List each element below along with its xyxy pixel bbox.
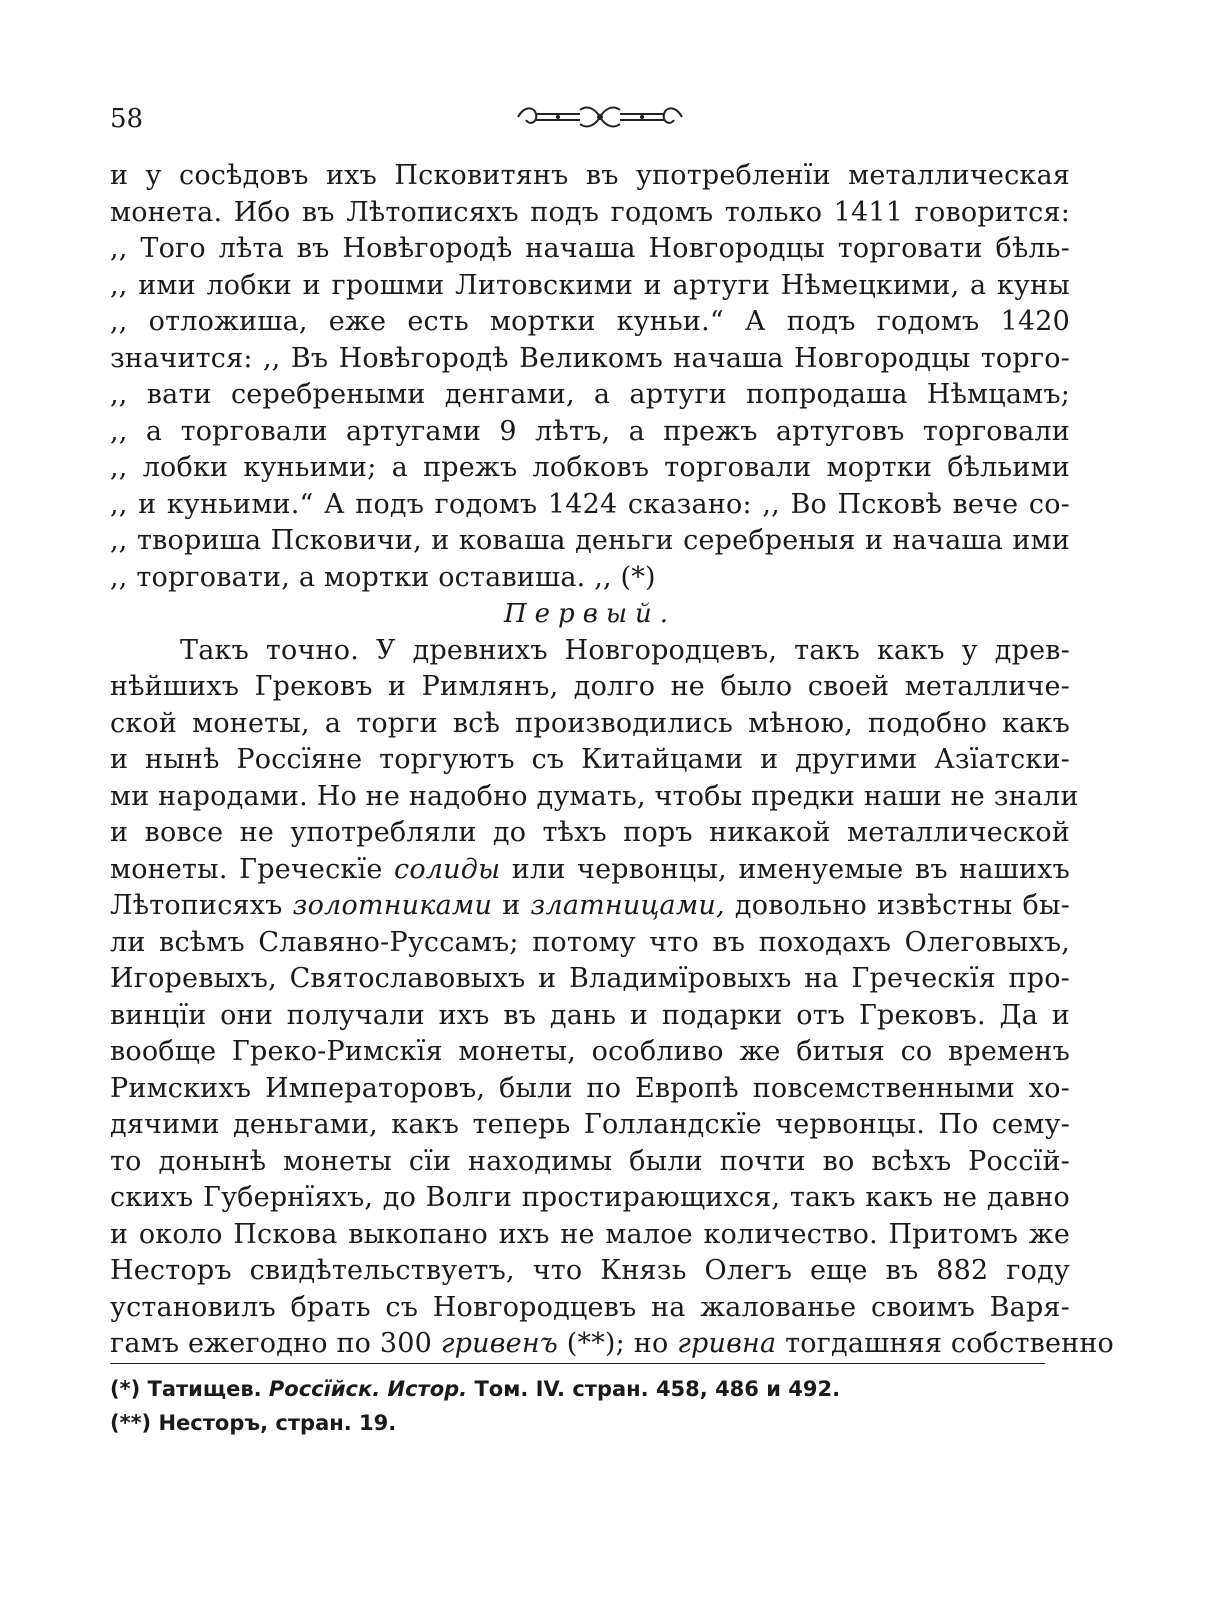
text-line <box>110 888 1070 925</box>
italic-term: гривна <box>677 1328 777 1359</box>
text-segment: или червонцы, именуемые въ нашихъ <box>500 853 1070 885</box>
text-line: ской монеты, а торги всѣ производились мѣною, подобно какъ <box>110 707 1070 739</box>
italic-term: золотниками <box>292 890 493 921</box>
text-line: Игоревыхъ, Святославовыхъ и Владимїровыхъ на Греческїя про- <box>110 963 1070 994</box>
footnote-2: (**) Несторъ, стран. 19. <box>110 1411 397 1435</box>
text-segment: довольно извѣстны бы- <box>724 890 1071 921</box>
decorative-vignette-icon <box>510 100 690 134</box>
text-line: ,, а торговали артугами 9 лѣтъ, а прежъ артуговъ торговали <box>110 415 1070 447</box>
footnote-italic: Россїйск. Истор. <box>268 1377 468 1401</box>
text-line: ли всѣмъ Славяно-Руссамъ; потому что въ походахъ Олеговыхъ, <box>110 926 1070 958</box>
footnote-text: (*) Татищев. <box>110 1377 269 1401</box>
page-number: 58 <box>110 104 144 134</box>
text-line: то донынѣ монеты сїи находимы были почти во всѣхъ Россїй- <box>110 1145 1070 1177</box>
text-line: ,, торговати, а мортки оставиша. ,, (*) <box>110 561 656 593</box>
text-line: и около Пскова выкопано ихъ не малое количество. Притомъ же <box>110 1218 1070 1250</box>
text-line: винцїи они получали ихъ въ дань и подарки отъ Грековъ. Да и <box>110 999 1070 1031</box>
text-line <box>110 1326 1115 1363</box>
text-segment: тогдашняя собственно <box>776 1328 1115 1359</box>
text-line: Римскихъ Императоровъ, были по Европѣ повсемственными хо- <box>110 1072 1070 1104</box>
text-line: ,, Того лѣта въ Новѣгородѣ начаша Новгородцы торговати бѣль- <box>110 233 1070 264</box>
text-line: и у сосѣдовъ ихъ Псковитянъ въ употребленїи металлическая <box>110 160 1070 191</box>
text-line: монета. Ибо въ Лѣтописяхъ подъ годомъ только 1411 говорится: <box>110 196 1070 228</box>
text-line <box>110 852 1070 889</box>
italic-term: гривенъ <box>440 1328 559 1359</box>
footnote-divider <box>110 1363 1045 1364</box>
footnote-1 <box>110 1372 1070 1406</box>
text-line: значится: ,, Въ Новѣгородѣ Великомъ начаша Новгородцы торго- <box>110 342 1070 374</box>
text-line: вообще Греко-Римскїя монеты, особливо же битыя со временъ <box>110 1036 1070 1067</box>
text-segment: монеты. Греческїе <box>110 853 395 885</box>
footnotes <box>110 1372 1070 1440</box>
text-line: ,, и куньими.“ А подъ годомъ 1424 сказано: ,, Во Псковѣ вече со- <box>110 488 1070 520</box>
page-header <box>110 100 1070 140</box>
text-line: нѣйшихъ Грековъ и Римлянъ, долго не было своей металличе- <box>110 671 1070 702</box>
text-line: ,, твориша Псковичи, и коваша деньги серебреныя и начаша ими <box>110 525 1070 556</box>
italic-term: солиды <box>394 853 501 885</box>
text-line: ,, вати серебреными денгами, а артуги попродаша Нѣмцамъ; <box>110 379 1070 410</box>
text-segment: Лѣтописяхъ <box>110 890 293 921</box>
text-segment: (**); но <box>558 1328 678 1359</box>
text-segment: и <box>492 890 531 921</box>
text-line: и вовсе не употребляли до тѣхъ поръ никакой металлической <box>110 817 1070 848</box>
text-line: ,, отложиша, еже есть мортки куньи.“ А подъ годомъ 1420 <box>110 306 1070 337</box>
text-line: Такъ точно. У древнихъ Новгородцевъ, такъ какъ у древ- <box>180 634 1070 666</box>
text-line: скихъ Губернїяхъ, до Волги простирающихся, такъ какъ не давно <box>110 1182 1070 1213</box>
footnote-text: Том. IV. стран. 458, 486 и 492. <box>467 1377 841 1401</box>
text-segment: гамъ ежегодно по 300 <box>110 1328 441 1359</box>
page-body <box>110 158 1115 1363</box>
italic-term: златницами, <box>530 890 725 921</box>
text-line: Несторъ свидѣтельствуетъ, что Князь Олегъ еще въ 882 году <box>110 1255 1070 1286</box>
speaker-heading: Первый. <box>503 599 677 629</box>
text-line: и нынѣ Россїяне торгуютъ съ Китайцами и другими Азїатски- <box>110 744 1070 775</box>
text-line: дячими деньгами, какъ теперь Голландскїе червонцы. По сему- <box>110 1109 1070 1140</box>
text-line: установилъ брать съ Новгородцевъ на жалованье своимъ Варя- <box>110 1291 1070 1323</box>
text-line: ми народами. Но не надобно думать, чтобы предки наши не знали <box>110 780 1079 812</box>
text-line: ,, лобки куньими; а прежъ лобковъ торговали мортки бѣльими <box>110 452 1070 483</box>
text-line: ,, ими лобки и грошми Литовскими и артуги Нѣмецкими, а куны <box>110 269 1070 301</box>
